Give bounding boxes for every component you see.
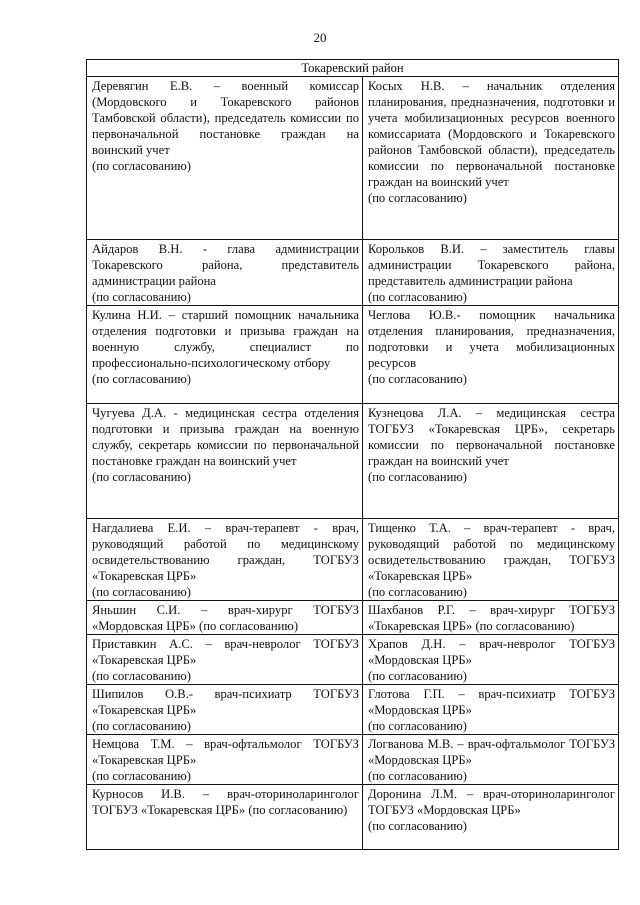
member-row xyxy=(87,240,619,306)
commission-members-table xyxy=(86,59,619,850)
primary-member-cell xyxy=(87,240,363,306)
reserve-member-cell xyxy=(363,306,619,404)
member-description: Доронина Л.М. – врач-оториноларинголог ТОГБУЗ «Мордовская ЦРБ» xyxy=(368,787,616,817)
approval-note: (по согласованию) xyxy=(92,669,192,683)
member-description: Косых Н.В. – начальник отделения планирования, предназначения, подготовки и учета мобилизационных ресурсов военного комиссариата (Мордовского и Токаревского районов Тамбовской области), председатель комиссии по первоначальной постановке граждан на воинский учет xyxy=(368,79,616,189)
member-description: Приставкин А.С. – врач-невролог ТОГБУЗ «Токаревская ЦРБ» xyxy=(92,637,359,667)
approval-note: (по согласованию) xyxy=(92,372,192,386)
member-description: Кузнецова Л.А. – медицинская сестра ТОГБУЗ «Токаревская ЦРБ», секретарь комиссии по первоначальной постановке граждан на воинский учет xyxy=(368,406,616,468)
member-description: Яньшин С.И. – врач-хирург ТОГБУЗ «Мордовская ЦРБ» (по согласованию) xyxy=(92,603,359,633)
reserve-member-cell xyxy=(363,404,619,519)
approval-note: (по согласованию) xyxy=(368,372,468,386)
member-description: Немцова Т.М. – врач-офтальмолог ТОГБУЗ «Токаревская ЦРБ» xyxy=(92,737,359,767)
district-header-row xyxy=(87,60,619,77)
primary-member-cell xyxy=(87,785,363,850)
member-description: Тищенко Т.А. – врач-терапевт - врач, руководящий работой по медицинскому освидетельствованию граждан, ТОГБУЗ «Токаревская ЦРБ» xyxy=(368,521,616,583)
approval-note: (по согласованию) xyxy=(92,159,192,173)
approval-note: (по согласованию) xyxy=(368,669,468,683)
member-description: Нагдалиева Е.И. – врач-терапевт - врач, руководящий работой по медицинскому освидетельствованию граждан, ТОГБУЗ «Токаревская ЦРБ» xyxy=(92,521,359,583)
member-description: Шипилов О.В.- врач-психиатр ТОГБУЗ «Токаревская ЦРБ» xyxy=(92,687,359,717)
approval-note: (по согласованию) xyxy=(368,290,468,304)
reserve-member-cell xyxy=(363,785,619,850)
member-row xyxy=(87,635,619,685)
approval-note: (по согласованию) xyxy=(92,290,192,304)
member-row xyxy=(87,685,619,735)
member-description: Глотова Г.П. – врач-психиатр ТОГБУЗ «Мордовская ЦРБ» xyxy=(368,687,616,717)
member-row xyxy=(87,785,619,850)
primary-member-cell xyxy=(87,635,363,685)
member-description: Айдаров В.Н. - глава администрации Токаревского района, представитель администрации района xyxy=(92,242,359,288)
reserve-member-cell xyxy=(363,635,619,685)
primary-member-cell xyxy=(87,519,363,601)
approval-note: (по согласованию) xyxy=(368,769,468,783)
approval-note: (по согласованию) xyxy=(368,719,468,733)
member-row xyxy=(87,77,619,240)
reserve-member-cell xyxy=(363,685,619,735)
approval-note: (по согласованию) xyxy=(368,585,468,599)
member-row xyxy=(87,601,619,635)
member-description: Чеглова Ю.В.- помощник начальника отделения планирования, предназначения, подготовки и учета мобилизационных ресурсов xyxy=(368,308,616,370)
member-description: Храпов Д.Н. – врач-невролог ТОГБУЗ «Мордовская ЦРБ» xyxy=(368,637,616,667)
approval-note: (по согласованию) xyxy=(92,585,192,599)
reserve-member-cell xyxy=(363,77,619,240)
district-header: Токаревский район xyxy=(87,60,619,77)
reserve-member-cell xyxy=(363,519,619,601)
primary-member-cell xyxy=(87,306,363,404)
member-description: Курносов И.В. – врач-оториноларинголог ТОГБУЗ «Токаревская ЦРБ» (по согласованию) xyxy=(92,787,359,817)
member-row xyxy=(87,306,619,404)
reserve-member-cell xyxy=(363,601,619,635)
member-description: Кулина Н.И. – старший помощник начальника отделения подготовки и призыва граждан на военную службу, специалист по профессионально-психологическому отбору xyxy=(92,308,359,370)
approval-note: (по согласованию) xyxy=(368,191,468,205)
reserve-member-cell xyxy=(363,240,619,306)
member-description: Деревягин Е.В. – военный комиссар (Мордовского и Токаревского районов Тамбовской области), председатель комиссии по первоначальной постановке граждан на воинский учет xyxy=(92,79,359,157)
approval-note: (по согласованию) xyxy=(368,819,468,833)
approval-note: (по согласованию) xyxy=(368,470,468,484)
primary-member-cell xyxy=(87,404,363,519)
primary-member-cell xyxy=(87,601,363,635)
member-row xyxy=(87,735,619,785)
approval-note: (по согласованию) xyxy=(92,769,192,783)
member-row xyxy=(87,404,619,519)
reserve-member-cell xyxy=(363,735,619,785)
approval-note: (по согласованию) xyxy=(92,470,192,484)
primary-member-cell xyxy=(87,685,363,735)
member-description: Корольков В.И. – заместитель главы администрации Токаревского района, представитель администрации района xyxy=(368,242,616,288)
member-description: Шахбанов Р.Г. – врач-хирург ТОГБУЗ «Токаревская ЦРБ» (по согласованию) xyxy=(368,603,616,633)
primary-member-cell xyxy=(87,735,363,785)
page-number: 20 xyxy=(313,30,327,45)
approval-note: (по согласованию) xyxy=(92,719,192,733)
member-description: Чугуева Д.А. - медицинская сестра отделения подготовки и призыва граждан на военную службу, секретарь комиссии по первоначальной постановке граждан на воинский учет xyxy=(92,406,359,468)
member-description: Логванова М.В. – врач-офтальмолог ТОГБУЗ «Мордовская ЦРБ» xyxy=(368,737,616,767)
member-row xyxy=(87,519,619,601)
primary-member-cell xyxy=(87,77,363,240)
